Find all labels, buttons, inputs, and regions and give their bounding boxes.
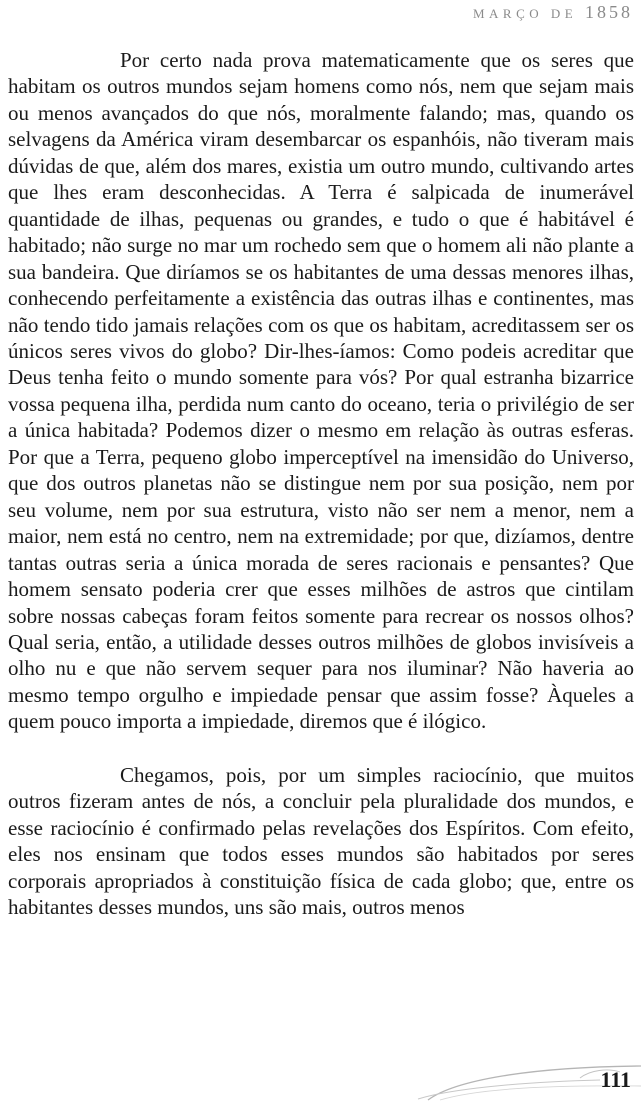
running-header-year: 1858 [585, 2, 633, 22]
footer-flourish-ornament [0, 1058, 641, 1101]
body-text [8, 47, 634, 921]
paragraph-2: Chegamos, pois, por um simples raciocínio, que muitos outros fizeram antes de nós, a concluir pela pluralidade dos mundos, e esse raciocínio é confirmado pelas revelações dos Espíritos. Com efeito, eles nos ensinam que todos esses mundos são habitados por seres corporais apropriados à constituição física de cada globo; que, entre os habitantes desses mundos, uns são mais, outros menos [8, 762, 634, 920]
page-number: 111 [600, 1067, 631, 1092]
running-header [473, 2, 633, 23]
paragraph-1: Por certo nada prova matematicamente que os seres que habitam os outros mundos sejam homens como nós, nem que sejam mais ou menos avançados do que nós, moralmente falando; mas, quando os selvagens da América viram desembarcar os espanhóis, não tiveram mais dúvidas de que, além dos mares, existia um outro mundo, cultivando artes que lhes eram desconhecidas. A Terra é salpicada de inumerável quantidade de ilhas, pequenas ou grandes, e tudo o que é habitável é habitado; não surge no mar um rochedo sem que o homem ali não plante a sua bandeira. Que diríamos se os habitantes de uma dessas menores ilhas, conhecendo perfeitamente a existência das outras ilhas e continentes, mas não tendo tido jamais relações com os que os habitam, acreditassem ser os únicos seres vivos do globo? Dir-lhes-íamos: Como podeis acreditar que Deus tenha feito o mundo somente para vós? Por qual estranha bizarrice vossa pequena ilha, perdida num canto do oceano, teria o privilégio de ser a única habitada? Podemos dizer o mesmo em relação às outras esferas. Por que a Terra, pequeno globo imperceptível na imensidão do Universo, que dos outros planetas não se distingue nem por sua posição, nem por seu volume, nem por sua estrutura, visto não ser nem a menor, nem a maior, nem está no centro, nem na extremidade; por que, dizíamos, dentre tantas outras seria a única morada de seres racionais e pensantes? Que homem sensato poderia crer que esses milhões de astros que cintilam sobre nossas cabeças foram feitos somente para recrear os nossos olhos? Qual seria, então, a utilidade desses outros milhões de globos invisíveis a olho nu e que não servem sequer para nos iluminar? Não haveria ao mesmo tempo orgulho e impiedade pensar que assim fosse? Àqueles a quem pouco importa a impiedade, diremos que é ilógico. [8, 48, 634, 734]
running-header-title: MARÇO DE [472, 6, 578, 21]
